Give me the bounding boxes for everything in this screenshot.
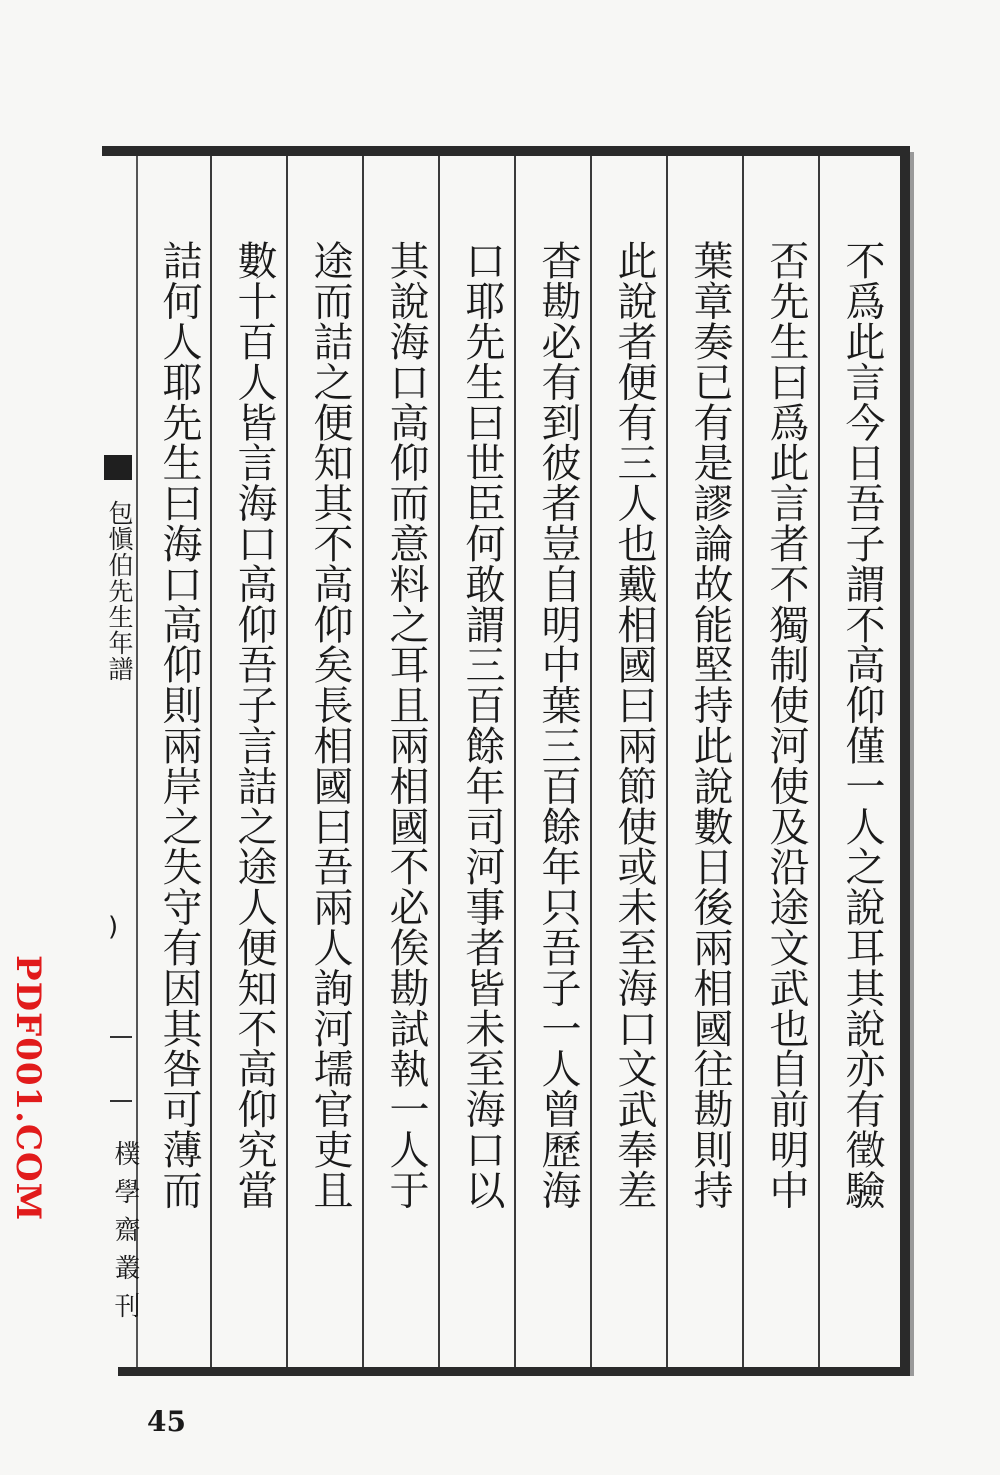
page-number: 45: [147, 1405, 186, 1438]
margin-paren: ): [108, 912, 119, 942]
text-column-2: 否先生曰爲此言者不獨制使河使及沿途文武也自前明中: [763, 240, 809, 1210]
text-column-1: 不爲此言今日吾子謂不高仰僅一人之說耳其說亦有徵驗: [839, 240, 885, 1210]
text-column-9: 數十百人皆言海口高仰吾子言詰之途人便知不高仰究當: [231, 240, 277, 1210]
margin-dash: [110, 1036, 132, 1038]
text-column-8: 途而詰之便知其不高仰矣長相國曰吾兩人詢河壖官吏且: [307, 240, 353, 1210]
watermark: PDF001.COM: [8, 955, 48, 1222]
text-column-4: 此說者便有三人也戴相國曰兩節使或未至海口文武奉差: [611, 240, 657, 1210]
text-column-3: 葉章奏已有是謬論故能堅持此說數日後兩相國往勘則持: [687, 240, 733, 1210]
fishtail-mark: [104, 455, 132, 480]
text-column-10: 詰何人耶先生曰海口高仰則兩岸之失守有因其咎可薄而: [156, 240, 202, 1210]
frame-bottom-border: [118, 1367, 910, 1376]
margin-dash: [110, 1100, 132, 1102]
text-column-6: 口耶先生曰世臣何敢謂三百餘年司河事者皆未至海口以: [459, 240, 505, 1210]
series-title: 樸學齋叢刊: [110, 1140, 140, 1330]
text-column-5: 杳勘必有到彼者豈自明中葉三百餘年只吾子一人曾歷海: [535, 240, 581, 1210]
text-column-7: 其說海口高仰而意料之耳且兩相國不必俟勘試執一人于: [383, 240, 429, 1210]
book-title: 包愼伯先生年譜: [105, 500, 134, 682]
frame-right-shadow: [910, 152, 914, 1376]
frame-top-border: [102, 146, 910, 156]
frame-right-border: [900, 146, 910, 1376]
